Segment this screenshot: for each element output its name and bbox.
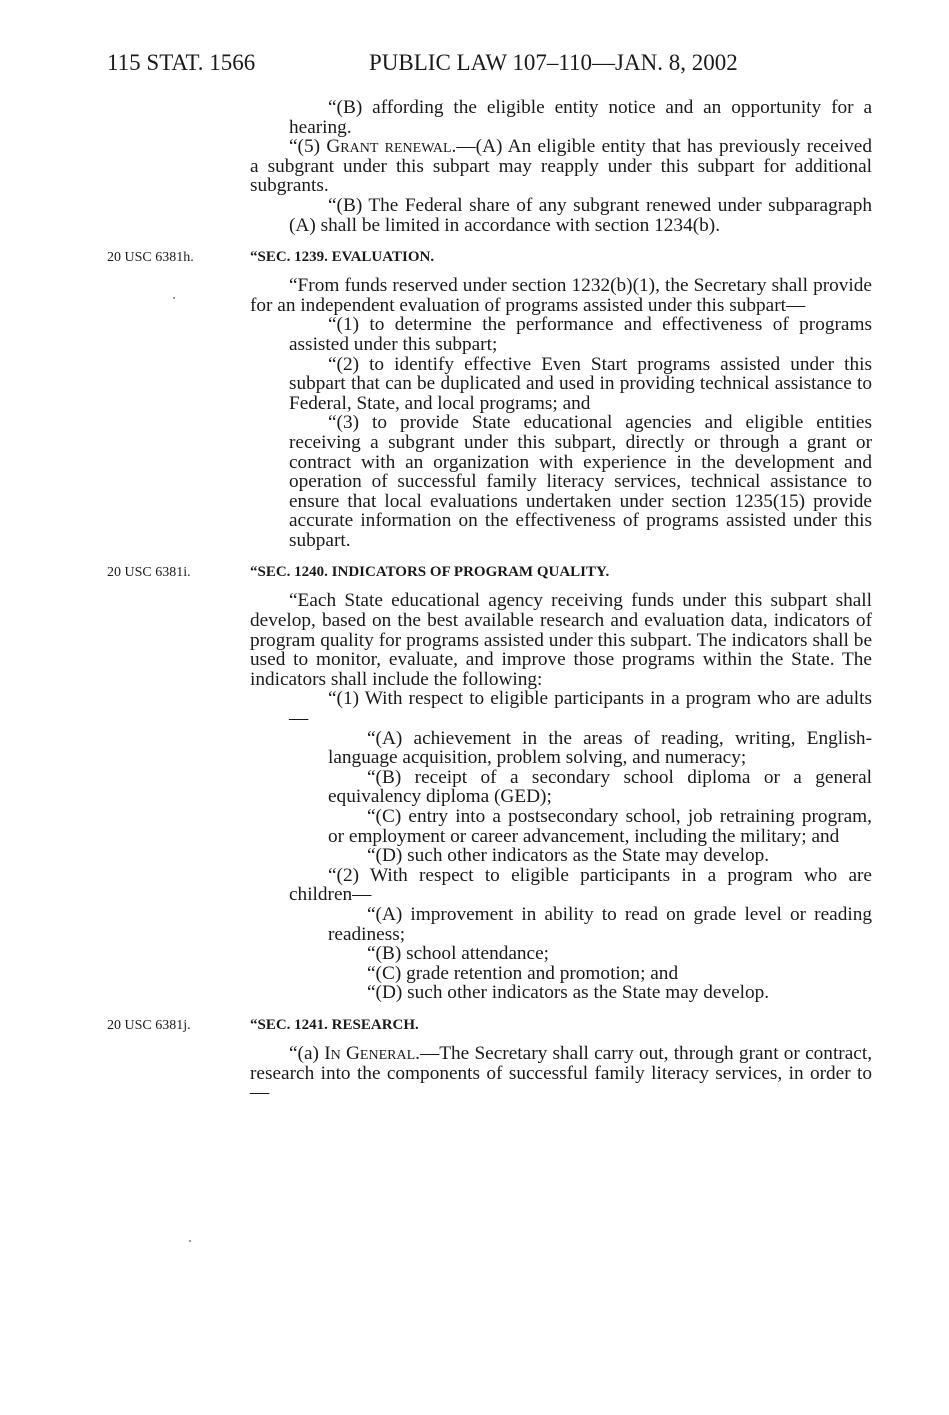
usc-margin-note-1241: 20 USC 6381j.	[107, 1017, 191, 1033]
sec1240-item-1d: “(D) such other indicators as the State may develop.	[367, 845, 770, 867]
sec1240-intro: “Each State educational agency receiving funds under this subpart shall develop, based on the best available research and evaluation data, indicators of program quality for programs assisted under this subpart. The indicators shall be used to monitor, evaluate, and improve those programs within the State. The indicators shall include the following:	[250, 590, 872, 690]
sec1239-intro: “From funds reserved under section 1232(b)(1), the Secretary shall provide for an independent evaluation of programs assisted under this subpart—	[250, 275, 872, 316]
sec1240-item-2c: “(C) grade retention and promotion; and	[367, 962, 679, 984]
sec1240-item-1b: “(B) receipt of a secondary school diploma or a general equivalency diploma (GED);	[328, 766, 872, 808]
in-general-term: In General.	[324, 1042, 420, 1064]
section-heading-1241: 20 USC 6381j. “SEC. 1241. RESEARCH.	[107, 1016, 419, 1033]
sec1239-item-2: “(2) to identify effective Even Start programs assisted under this subpart that can be duplicated and used in providing technical assistance to Federal, State, and local programs; and	[289, 353, 872, 414]
document-body	[107, 97, 873, 1104]
sec1240-item-2a: “(A) improvement in ability to read on grade level or reading readiness;	[328, 903, 872, 945]
scan-speck	[189, 1240, 191, 1242]
usc-margin-note-1239: 20 USC 6381h.	[107, 250, 194, 266]
sec1240-item-2b: “(B) school attendance;	[367, 943, 550, 965]
paragraph-b-notice: “(B) affording the eligible entity notice and an opportunity for a hearing.	[289, 97, 872, 138]
scan-speck	[173, 297, 175, 299]
sec1240-item-2: “(2) With respect to eligible participants in a program who are children—	[289, 864, 872, 906]
sec1239-item-3: “(3) to provide State educational agencies and eligible entities receiving a subgrant under this subpart, directly or through a grant or contract with an organization with experience in the development and operation of successful family literacy services, technical assistance to ensure that local evaluations undertaken under section 1235(15) provide accurate information on the effectiveness of programs assisted under this subpart.	[289, 412, 872, 551]
sec1241-paragraph-a: “(a) In General.—The Secretary shall carry out, through grant or contract, research into the components of successful family literacy services, in order to—	[250, 1042, 873, 1104]
public-law-citation: PUBLIC LAW 107–110—JAN. 8, 2002	[369, 50, 738, 75]
grant-renewal-term: Grant renewal.	[326, 136, 457, 158]
page-header	[107, 50, 767, 86]
sec1240-item-2d: “(D) such other indicators as the State may develop.	[367, 982, 770, 1004]
section-heading-1240: 20 USC 6381i. “SEC. 1240. INDICATORS OF PROGRAM QUALITY.	[107, 564, 610, 581]
sec1240-item-1a: “(A) achievement in the areas of reading, writing, English-language acquisition, problem solving, and numeracy;	[328, 727, 872, 769]
paragraph-grant-renewal: “(5) Grant renewal.—(A) An eligible entity that has previously received a subgrant under this subpart may reapply under this subpart for additional subgrants.	[250, 136, 872, 197]
usc-margin-note-1240: 20 USC 6381i.	[107, 565, 191, 581]
statute-page-citation: 115 STAT. 1566	[107, 50, 256, 75]
paragraph-federal-share: “(B) The Federal share of any subgrant renewed under subparagraph (A) shall be limited in accordance with section 1234(b).	[289, 194, 872, 236]
sec1240-item-1: “(1) With respect to eligible participants in a program who are adults—	[289, 688, 872, 730]
section-heading-1239: 20 USC 6381h. “SEC. 1239. EVALUATION.	[107, 249, 435, 266]
sec1240-item-1c: “(C) entry into a postsecondary school, job retraining program, or employment or career advancement, including the military; and	[328, 806, 872, 847]
sec1239-item-1: “(1) to determine the performance and effectiveness of programs assisted under this subpart;	[289, 314, 872, 355]
